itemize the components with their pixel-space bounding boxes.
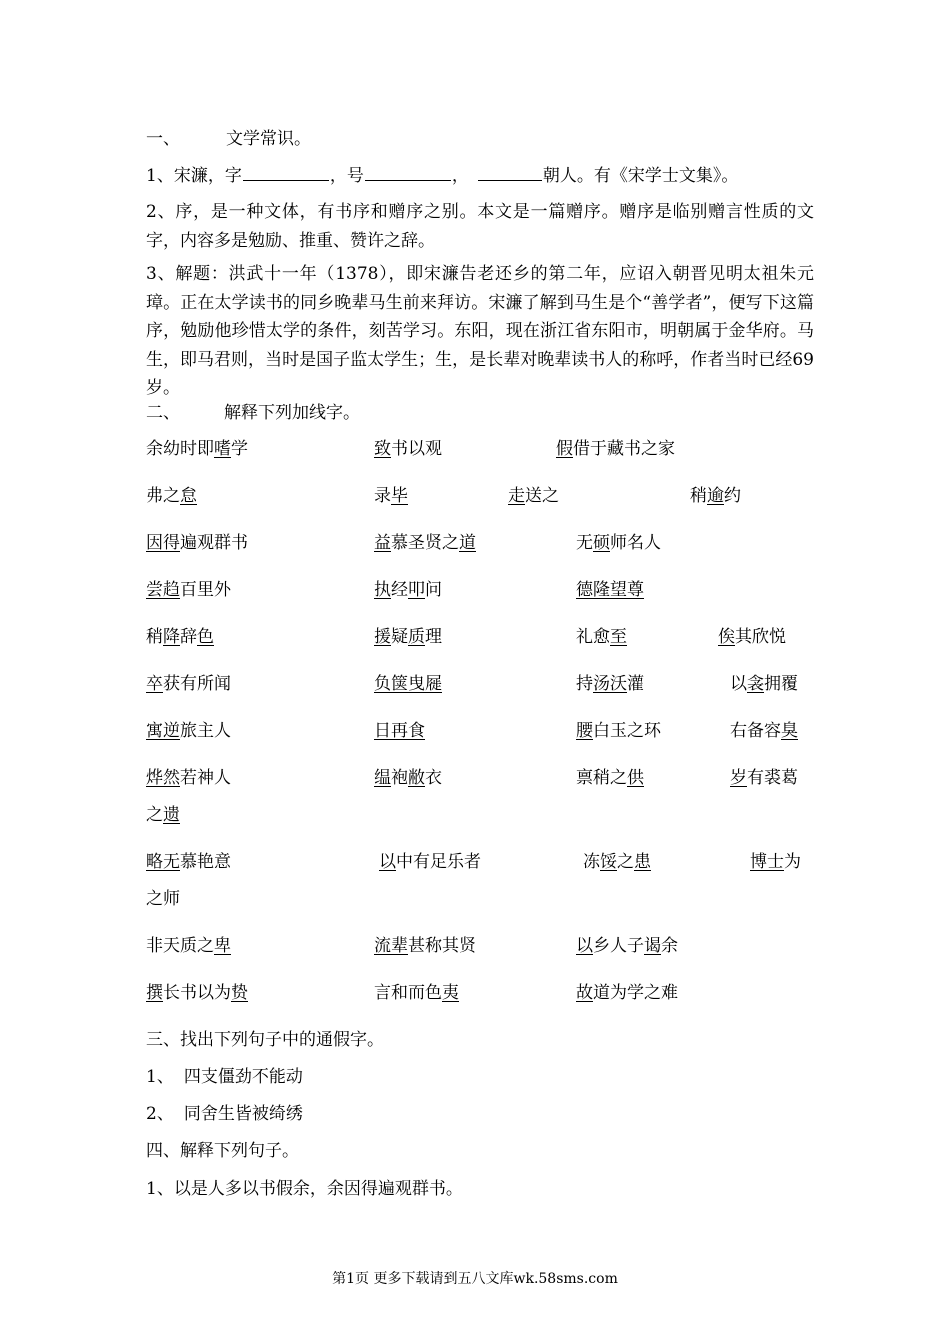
vocab-item: 德隆望尊: [576, 580, 644, 600]
vocab-item: 以乡人子谒余: [576, 936, 678, 956]
vocab-item: 以衾拥覆: [730, 674, 798, 694]
vocab-item: 流辈甚称其贤: [374, 936, 476, 956]
vocab-item: 稍降辞色: [146, 627, 214, 647]
vocab-item: 以中有足乐者: [379, 852, 481, 872]
answer-blank[interactable]: [243, 164, 329, 181]
vocab-item: 冻馁之患: [583, 852, 651, 872]
vocab-item: 余幼时即嗜学: [146, 439, 248, 459]
vocab-item: 卒获有所闻: [146, 674, 231, 694]
vocab-item: 博士为: [750, 852, 801, 872]
vocab-item: 录毕: [374, 486, 408, 506]
vocab-item: 之遗: [146, 805, 180, 825]
section-title: 文学常识。: [226, 129, 311, 149]
section-4-heading: 四、解释下列句子。: [146, 1141, 299, 1161]
vocab-item: 禀稍之供: [576, 768, 644, 788]
vocab-item: 撰长书以为贽: [146, 983, 248, 1003]
vocab-item: 尝趋百里外: [146, 580, 231, 600]
vocab-item: 稍逾约: [690, 486, 741, 506]
sentence-item: 1、以是人多以书假余，余因得遍观群书。: [146, 1179, 463, 1199]
vocab-item: 因得遍观群书: [146, 533, 248, 553]
answer-blank[interactable]: [478, 164, 542, 181]
vocab-item: 援疑质理: [374, 627, 442, 647]
vocab-item: 日再食: [374, 721, 425, 741]
vocab-item: 腰白玉之环: [576, 721, 661, 741]
section-3-heading: 三、找出下列句子中的通假字。: [146, 1030, 384, 1050]
vocab-item: 负箧曳屣: [374, 674, 442, 694]
vocab-item: 寓逆旅主人: [146, 721, 231, 741]
section-title: 解释下列加线字。: [224, 403, 360, 423]
vocab-item: 烨然若神人: [146, 768, 231, 788]
literary-q1: 1、宋濂，字 ，号 ， 朝人。有《宋学士文集》。: [146, 166, 739, 186]
section-1-heading: [146, 128, 311, 150]
tongjia-item: 1、 四支僵劲不能动: [146, 1067, 303, 1087]
vocab-item: 非天质之卑: [146, 936, 231, 956]
literary-q3: 3、解题：洪武十一年（1378），即宋濂告老还乡的第二年，应诏入朝晋见明太祖朱元璋。正在太学读书的同乡晚辈马生前来拜访。宋濂了解到马生是个“善学者”，便写下这篇序，勉励他珍惜太学的条件，刻苦学习。东阳，现在浙江省东阳市，明朝属于金华府。马生，即马君则，当时是国子监太学生；生，是长辈对晚辈读书人的称呼，作者当时已经69岁。: [146, 264, 814, 398]
vocab-item: 致书以观: [374, 439, 442, 459]
vocab-item: 执经叩问: [374, 580, 442, 600]
answer-blank[interactable]: [365, 164, 451, 181]
vocab-item: 假借于藏书之家: [556, 439, 675, 459]
section-2-heading: [146, 402, 360, 424]
vocab-item: 故道为学之难: [576, 983, 678, 1003]
vocab-item: 益慕圣贤之道: [374, 533, 476, 553]
vocab-item: 俟其欣悦: [718, 627, 786, 647]
vocab-item: 持汤沃灌: [576, 674, 644, 694]
vocab-item: 略无慕艳意: [146, 852, 231, 872]
vocab-item: 岁有裘葛: [730, 768, 798, 788]
tongjia-item: 2、 同舍生皆被绮绣: [146, 1104, 303, 1124]
vocab-item: 礼愈至: [576, 627, 627, 647]
vocab-item: 弗之怠: [146, 486, 197, 506]
literary-q2: 2、序，是一种文体，有书序和赠序之别。本文是一篇赠序。赠序是临别赠言性质的文字，内容多是勉励、推重、赞许之辞。: [146, 202, 814, 251]
vocab-item: 之师: [146, 889, 180, 909]
vocab-item: 无硕师名人: [576, 533, 661, 553]
vocab-item: 右备容臭: [730, 721, 798, 741]
section-number: 一、: [146, 129, 180, 149]
vocab-item: 言和而色夷: [374, 983, 459, 1003]
page-footer: 第1页 更多下载请到五八文库wk.58sms.com: [332, 1271, 618, 1287]
vocab-item: 走送之: [508, 486, 559, 506]
vocab-item: 缊袍敝衣: [374, 768, 442, 788]
section-number: 二、: [146, 403, 180, 423]
